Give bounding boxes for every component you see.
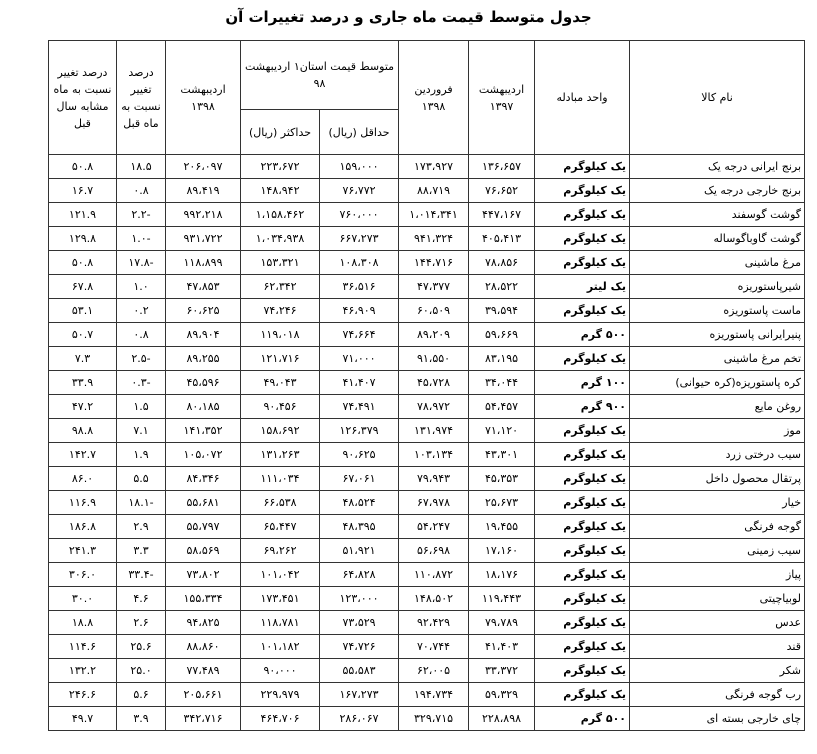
cell-pct-year: ۱۲۱.۹: [49, 203, 117, 227]
cell-min: ۷۳،۵۲۹: [320, 611, 399, 635]
header-ordibehesht-98: اردیبهشت ۱۳۹۸: [166, 41, 241, 155]
cell-farvardin-98: ۹۴۱،۳۲۴: [399, 227, 469, 251]
cell-unit: یک کیلوگرم: [535, 299, 630, 323]
cell-ordibehesht-98: ۸۰،۱۸۵: [166, 395, 241, 419]
cell-min: ۷۶،۷۷۲: [320, 179, 399, 203]
cell-ordibehesht-97: ۵۹،۳۲۹: [469, 683, 535, 707]
cell-pct-year: ۸۶.۰: [49, 467, 117, 491]
cell-pct-month: ۰.۸: [117, 323, 166, 347]
cell-ordibehesht-98: ۳۴۲،۷۱۶: [166, 707, 241, 731]
cell-min: ۶۷،۰۶۱: [320, 467, 399, 491]
cell-unit: یک کیلوگرم: [535, 491, 630, 515]
cell-max: ۲۲۹،۹۷۹: [241, 683, 320, 707]
cell-name: عدس: [630, 611, 805, 635]
table-row: [49, 275, 805, 299]
cell-ordibehesht-98: ۵۵،۶۸۱: [166, 491, 241, 515]
cell-max: ۱۱۸،۷۸۱: [241, 611, 320, 635]
table-row: [49, 323, 805, 347]
cell-name: گوجه فرنگی: [630, 515, 805, 539]
cell-unit: یک کیلوگرم: [535, 227, 630, 251]
cell-min: ۷۱،۰۰۰: [320, 347, 399, 371]
cell-ordibehesht-98: ۴۷،۸۵۳: [166, 275, 241, 299]
cell-pct-month: ۴.۶: [117, 587, 166, 611]
cell-max: ۱۴۸،۹۴۲: [241, 179, 320, 203]
cell-pct-month: ۱۸.۵: [117, 155, 166, 179]
table-row: [49, 395, 805, 419]
cell-pct-year: ۳۰۶.۰: [49, 563, 117, 587]
cell-min: ۴۱،۴۰۷: [320, 371, 399, 395]
cell-name: گوشت گاوباگوساله: [630, 227, 805, 251]
cell-ordibehesht-98: ۱۴۱،۳۵۲: [166, 419, 241, 443]
cell-max: ۱۷۳،۴۵۱: [241, 587, 320, 611]
cell-name: شکر: [630, 659, 805, 683]
table-row: [49, 419, 805, 443]
cell-farvardin-98: ۴۷،۳۷۷: [399, 275, 469, 299]
cell-ordibehesht-97: ۵۴،۴۵۷: [469, 395, 535, 419]
cell-pct-month: -۱.۰: [117, 227, 166, 251]
cell-max: ۱،۰۳۴،۹۳۸: [241, 227, 320, 251]
cell-ordibehesht-97: ۷۸،۸۵۶: [469, 251, 535, 275]
cell-min: ۱۰۸،۳۰۸: [320, 251, 399, 275]
cell-pct-month: ۷.۱: [117, 419, 166, 443]
cell-farvardin-98: ۸۸،۷۱۹: [399, 179, 469, 203]
cell-ordibehesht-98: ۵۸،۵۶۹: [166, 539, 241, 563]
cell-max: ۴۶۴،۷۰۶: [241, 707, 320, 731]
cell-ordibehesht-97: ۷۶،۶۵۲: [469, 179, 535, 203]
cell-ordibehesht-98: ۸۸،۸۶۰: [166, 635, 241, 659]
cell-pct-month: ۳.۹: [117, 707, 166, 731]
cell-name: موز: [630, 419, 805, 443]
cell-pct-month: -۲.۲: [117, 203, 166, 227]
cell-min: ۷۴،۴۹۱: [320, 395, 399, 419]
cell-pct-month: ۱.۵: [117, 395, 166, 419]
cell-name: مرغ ماشینی: [630, 251, 805, 275]
cell-max: ۱۱۱،۰۳۴: [241, 467, 320, 491]
cell-farvardin-98: ۶۰،۵۰۹: [399, 299, 469, 323]
cell-pct-year: ۴۷.۲: [49, 395, 117, 419]
cell-name: لوبیاچیتی: [630, 587, 805, 611]
cell-min: ۳۶،۵۱۶: [320, 275, 399, 299]
cell-unit: یک کیلوگرم: [535, 347, 630, 371]
cell-farvardin-98: ۸۹،۲۰۹: [399, 323, 469, 347]
cell-unit: ۹۰۰ گرم: [535, 395, 630, 419]
cell-pct-year: ۱۸.۸: [49, 611, 117, 635]
cell-name: گوشت گوسفند: [630, 203, 805, 227]
cell-unit: یک کیلوگرم: [535, 587, 630, 611]
cell-ordibehesht-98: ۹۹۲،۲۱۸: [166, 203, 241, 227]
cell-ordibehesht-97: ۱۷،۱۶۰: [469, 539, 535, 563]
table-body: [49, 155, 805, 731]
cell-name: رب گوجه فرنگی: [630, 683, 805, 707]
cell-ordibehesht-98: ۷۷،۴۸۹: [166, 659, 241, 683]
cell-pct-year: ۱۱۴.۶: [49, 635, 117, 659]
cell-pct-year: ۱۲۹.۸: [49, 227, 117, 251]
cell-name: کره پاستوریزه(کره حیوانی): [630, 371, 805, 395]
cell-pct-month: -۲.۵: [117, 347, 166, 371]
cell-max: ۱۱۹،۰۱۸: [241, 323, 320, 347]
cell-unit: ۵۰۰ گرم: [535, 323, 630, 347]
cell-ordibehesht-98: ۹۴،۸۲۵: [166, 611, 241, 635]
cell-max: ۹۰،۴۵۶: [241, 395, 320, 419]
cell-max: ۶۶،۵۳۸: [241, 491, 320, 515]
cell-ordibehesht-98: ۵۵،۷۹۷: [166, 515, 241, 539]
cell-ordibehesht-97: ۴۳،۳۰۱: [469, 443, 535, 467]
cell-max: ۱۰۱،۰۴۲: [241, 563, 320, 587]
cell-ordibehesht-97: ۱۹،۴۵۵: [469, 515, 535, 539]
cell-min: ۷۴،۷۲۶: [320, 635, 399, 659]
cell-pct-year: ۳۰.۰: [49, 587, 117, 611]
header-ordibehesht-97: اردیبهشت ۱۳۹۷: [469, 41, 535, 155]
table-row: [49, 587, 805, 611]
cell-ordibehesht-97: ۵۹،۶۶۹: [469, 323, 535, 347]
cell-ordibehesht-98: ۸۹،۴۱۹: [166, 179, 241, 203]
cell-pct-year: ۱۶.۷: [49, 179, 117, 203]
cell-pct-year: ۲۴۱.۳: [49, 539, 117, 563]
cell-pct-month: -۱۸.۱: [117, 491, 166, 515]
cell-max: ۱،۱۵۸،۴۶۲: [241, 203, 320, 227]
cell-pct-year: ۱۳۲.۲: [49, 659, 117, 683]
cell-ordibehesht-98: ۲۰۶،۰۹۷: [166, 155, 241, 179]
cell-farvardin-98: ۹۱،۵۵۰: [399, 347, 469, 371]
cell-ordibehesht-97: ۱۱۹،۴۴۳: [469, 587, 535, 611]
cell-min: ۴۶،۹۰۹: [320, 299, 399, 323]
cell-pct-year: ۶۷.۸: [49, 275, 117, 299]
cell-min: ۷۶۰،۰۰۰: [320, 203, 399, 227]
cell-max: ۷۴،۲۴۶: [241, 299, 320, 323]
cell-pct-month: ۵.۶: [117, 683, 166, 707]
cell-max: ۲۲۳،۶۷۲: [241, 155, 320, 179]
cell-max: ۶۹،۲۶۲: [241, 539, 320, 563]
cell-max: ۱۵۸،۶۹۲: [241, 419, 320, 443]
cell-ordibehesht-98: ۲۰۵،۶۶۱: [166, 683, 241, 707]
header-pct-month: درصد تغییر نسبت به ماه قبل: [117, 41, 166, 155]
cell-name: خیار: [630, 491, 805, 515]
cell-pct-year: ۱۸۶.۸: [49, 515, 117, 539]
cell-unit: یک کیلوگرم: [535, 251, 630, 275]
cell-ordibehesht-97: ۳۴،۰۴۴: [469, 371, 535, 395]
cell-ordibehesht-97: ۲۸،۵۲۲: [469, 275, 535, 299]
cell-min: ۹۰،۶۲۵: [320, 443, 399, 467]
cell-min: ۴۸،۵۲۴: [320, 491, 399, 515]
cell-unit: یک کیلوگرم: [535, 419, 630, 443]
cell-max: ۶۲،۳۴۲: [241, 275, 320, 299]
header-min: حداقل (ریال): [320, 110, 399, 155]
cell-ordibehesht-97: ۳۹،۵۹۴: [469, 299, 535, 323]
cell-pct-month: ۵.۵: [117, 467, 166, 491]
cell-farvardin-98: ۱۳۱،۹۷۴: [399, 419, 469, 443]
header-pct-year: درصد تغییر نسبت به ماه مشابه سال قبل: [49, 41, 117, 155]
table-row: [49, 251, 805, 275]
cell-name: پنیرایرانی پاستوریزه: [630, 323, 805, 347]
cell-ordibehesht-98: ۸۹،۹۰۴: [166, 323, 241, 347]
cell-unit: یک لیتر: [535, 275, 630, 299]
cell-pct-year: ۲۴۶.۶: [49, 683, 117, 707]
cell-max: ۱۳۱،۲۶۳: [241, 443, 320, 467]
cell-farvardin-98: ۱۹۴،۷۳۴: [399, 683, 469, 707]
table-row: [49, 179, 805, 203]
cell-farvardin-98: ۱۰۳،۱۳۴: [399, 443, 469, 467]
cell-ordibehesht-97: ۲۲۸،۸۹۸: [469, 707, 535, 731]
cell-name: ماست پاستوریزه: [630, 299, 805, 323]
table-row: [49, 563, 805, 587]
cell-pct-month: ۲۵.۰: [117, 659, 166, 683]
cell-pct-month: ۲۵.۶: [117, 635, 166, 659]
table-row: [49, 539, 805, 563]
table-row: [49, 707, 805, 731]
cell-ordibehesht-97: ۱۸،۱۷۶: [469, 563, 535, 587]
table-row: [49, 155, 805, 179]
cell-min: ۵۱،۹۲۱: [320, 539, 399, 563]
cell-ordibehesht-97: ۴۱،۴۰۳: [469, 635, 535, 659]
cell-pct-year: ۵۰.۸: [49, 251, 117, 275]
cell-ordibehesht-98: ۶۰،۶۲۵: [166, 299, 241, 323]
cell-farvardin-98: ۱۱۰،۸۷۲: [399, 563, 469, 587]
cell-min: ۵۵،۵۸۳: [320, 659, 399, 683]
cell-max: ۱۰۱،۱۸۲: [241, 635, 320, 659]
cell-ordibehesht-98: ۷۳،۸۰۲: [166, 563, 241, 587]
cell-ordibehesht-97: ۱۳۶،۶۵۷: [469, 155, 535, 179]
table-row: [49, 443, 805, 467]
cell-ordibehesht-97: ۷۱،۱۲۰: [469, 419, 535, 443]
table-row: [49, 467, 805, 491]
cell-pct-year: ۱۴۲.۷: [49, 443, 117, 467]
table-row: [49, 299, 805, 323]
price-table: [48, 40, 805, 731]
table-row: [49, 227, 805, 251]
cell-min: ۴۸،۳۹۵: [320, 515, 399, 539]
cell-unit: یک کیلوگرم: [535, 683, 630, 707]
cell-pct-year: ۵۳.۱: [49, 299, 117, 323]
cell-max: ۹۰،۰۰۰: [241, 659, 320, 683]
cell-unit: یک کیلوگرم: [535, 635, 630, 659]
cell-pct-year: ۴۹.۷: [49, 707, 117, 731]
table-title: جدول متوسط قیمت ماه جاری و درصد تغییرات آن: [225, 8, 592, 26]
cell-name: شیرپاستوریزه: [630, 275, 805, 299]
cell-ordibehesht-97: ۲۵،۶۷۳: [469, 491, 535, 515]
cell-farvardin-98: ۱۴۸،۵۰۲: [399, 587, 469, 611]
header-name: نام کالا: [630, 41, 805, 155]
cell-ordibehesht-98: ۸۴،۳۴۶: [166, 467, 241, 491]
cell-farvardin-98: ۱۴۴،۷۱۶: [399, 251, 469, 275]
table-row: [49, 347, 805, 371]
cell-farvardin-98: ۷۹،۹۴۳: [399, 467, 469, 491]
cell-pct-year: ۷.۳: [49, 347, 117, 371]
cell-farvardin-98: ۵۶،۶۹۸: [399, 539, 469, 563]
cell-min: ۲۸۶،۰۶۷: [320, 707, 399, 731]
cell-max: ۱۲۱،۷۱۶: [241, 347, 320, 371]
cell-farvardin-98: ۱۷۳،۹۲۷: [399, 155, 469, 179]
cell-pct-year: ۵۰.۷: [49, 323, 117, 347]
cell-pct-month: ۲.۹: [117, 515, 166, 539]
cell-farvardin-98: ۱،۰۱۴،۳۴۱: [399, 203, 469, 227]
cell-pct-month: -۳۳.۴: [117, 563, 166, 587]
cell-name: تخم مرغ ماشینی: [630, 347, 805, 371]
cell-max: ۶۵،۴۴۷: [241, 515, 320, 539]
cell-unit: یک کیلوگرم: [535, 611, 630, 635]
cell-unit: یک کیلوگرم: [535, 539, 630, 563]
table-row: [49, 371, 805, 395]
cell-name: روغن مایع: [630, 395, 805, 419]
cell-pct-month: ۱.۰: [117, 275, 166, 299]
cell-unit: یک کیلوگرم: [535, 155, 630, 179]
cell-name: برنج خارجی درجه یک: [630, 179, 805, 203]
header-average-group: متوسط قیمت استان۱ اردیبهشت ۹۸: [241, 41, 399, 110]
cell-min: ۶۶۷،۲۷۳: [320, 227, 399, 251]
cell-unit: یک کیلوگرم: [535, 203, 630, 227]
cell-unit: یک کیلوگرم: [535, 179, 630, 203]
cell-name: پرتقال محصول داخل: [630, 467, 805, 491]
cell-unit: یک کیلوگرم: [535, 563, 630, 587]
cell-pct-year: ۹۸.۸: [49, 419, 117, 443]
cell-farvardin-98: ۳۲۹،۷۱۵: [399, 707, 469, 731]
cell-farvardin-98: ۷۸،۹۷۲: [399, 395, 469, 419]
cell-ordibehesht-98: ۸۹،۲۵۵: [166, 347, 241, 371]
table-row: [49, 611, 805, 635]
cell-pct-year: ۵۰.۸: [49, 155, 117, 179]
table-row: [49, 635, 805, 659]
cell-name: سیب درختی زرد: [630, 443, 805, 467]
cell-pct-year: ۱۱۶.۹: [49, 491, 117, 515]
cell-ordibehesht-98: ۹۳۱،۷۲۲: [166, 227, 241, 251]
table-row: [49, 515, 805, 539]
cell-name: چای خارجی بسته ای: [630, 707, 805, 731]
cell-pct-month: ۳.۳: [117, 539, 166, 563]
cell-ordibehesht-98: ۱۵۵،۳۳۴: [166, 587, 241, 611]
cell-farvardin-98: ۷۰،۷۴۴: [399, 635, 469, 659]
cell-farvardin-98: ۶۷،۹۷۸: [399, 491, 469, 515]
cell-unit: ۱۰۰ گرم: [535, 371, 630, 395]
cell-ordibehesht-98: ۱۰۵،۰۷۲: [166, 443, 241, 467]
cell-unit: یک کیلوگرم: [535, 515, 630, 539]
cell-min: ۱۶۷،۲۷۳: [320, 683, 399, 707]
cell-farvardin-98: ۶۲،۰۰۵: [399, 659, 469, 683]
cell-ordibehesht-98: ۴۵،۵۹۶: [166, 371, 241, 395]
cell-min: ۶۴،۸۲۸: [320, 563, 399, 587]
table-row: [49, 683, 805, 707]
cell-pct-month: ۱.۹: [117, 443, 166, 467]
cell-pct-month: ۲.۶: [117, 611, 166, 635]
cell-ordibehesht-98: ۱۱۸،۸۹۹: [166, 251, 241, 275]
cell-ordibehesht-97: ۴۴۷،۱۶۷: [469, 203, 535, 227]
cell-max: ۴۹،۰۴۳: [241, 371, 320, 395]
cell-farvardin-98: ۴۵،۷۲۸: [399, 371, 469, 395]
table-row: [49, 203, 805, 227]
header-row: [49, 41, 805, 110]
header-farvardin-98: فروردین ۱۳۹۸: [399, 41, 469, 155]
cell-unit: ۵۰۰ گرم: [535, 707, 630, 731]
cell-farvardin-98: ۹۲،۴۲۹: [399, 611, 469, 635]
header-max: حداکثر (ریال): [241, 110, 320, 155]
cell-ordibehesht-97: ۴۰۵،۴۱۳: [469, 227, 535, 251]
cell-pct-year: ۳۳.۹: [49, 371, 117, 395]
cell-pct-month: ۰.۸: [117, 179, 166, 203]
cell-name: برنج ایرانی درجه یک: [630, 155, 805, 179]
cell-pct-month: -۱۷.۸: [117, 251, 166, 275]
cell-name: پیاز: [630, 563, 805, 587]
cell-unit: یک کیلوگرم: [535, 467, 630, 491]
table-row: [49, 491, 805, 515]
cell-ordibehesht-97: ۳۳،۳۷۲: [469, 659, 535, 683]
cell-name: سیب زمینی: [630, 539, 805, 563]
cell-max: ۱۵۳،۳۲۱: [241, 251, 320, 275]
cell-min: ۱۲۶،۳۷۹: [320, 419, 399, 443]
cell-name: قند: [630, 635, 805, 659]
cell-unit: یک کیلوگرم: [535, 659, 630, 683]
cell-ordibehesht-97: ۸۳،۱۹۵: [469, 347, 535, 371]
cell-unit: یک کیلوگرم: [535, 443, 630, 467]
cell-pct-month: ۰.۲: [117, 299, 166, 323]
table-row: [49, 659, 805, 683]
cell-ordibehesht-97: ۴۵،۳۵۳: [469, 467, 535, 491]
cell-pct-month: -۰.۳: [117, 371, 166, 395]
cell-min: ۱۵۹،۰۰۰: [320, 155, 399, 179]
cell-ordibehesht-97: ۷۹،۷۸۹: [469, 611, 535, 635]
cell-min: ۷۴،۶۶۴: [320, 323, 399, 347]
header-unit: واحد مبادله: [535, 41, 630, 155]
cell-min: ۱۲۳،۰۰۰: [320, 587, 399, 611]
cell-farvardin-98: ۵۴،۲۴۷: [399, 515, 469, 539]
